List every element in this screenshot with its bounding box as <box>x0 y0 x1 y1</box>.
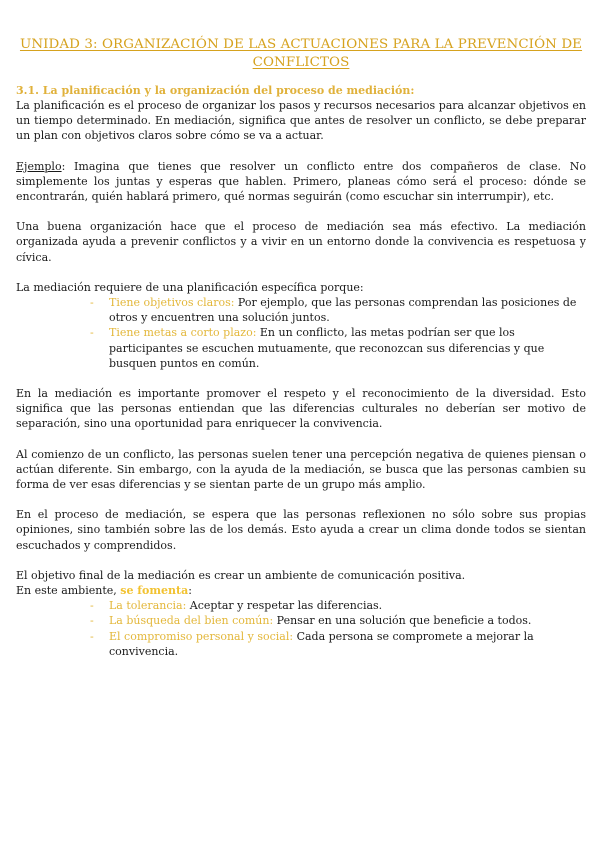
example-paragraph <box>16 159 586 205</box>
dash-bullet: - <box>90 599 94 613</box>
respect-paragraph: En la mediación es importante promover el respeto y el reconocimiento de la diversidad. Esto significa que las personas entiendan que las diferencias culturales no deberían ser motivo de separación, sino una oportunidad para enriquecer la convivencia. <box>16 387 586 431</box>
document-title: UNIDAD 3: ORGANIZACIÓN DE LAS ACTUACIONES PARA LA PREVENCIÓN DE CONFLICTOS <box>19 37 583 70</box>
list-item-label: Tiene objetivos claros: <box>109 296 235 310</box>
dash-bullet: - <box>90 326 94 340</box>
list-item-label: La tolerancia: <box>109 599 187 613</box>
list-item <box>16 295 586 325</box>
list-item-text: Pensar en una solución que beneficie a todos. <box>273 614 532 628</box>
list-item-label: Tiene metas a corto plazo: <box>109 326 257 340</box>
dash-bullet: - <box>90 629 94 643</box>
final-objective-paragraph: El objetivo final de la mediación es crear un ambiente de comunicación positiva. <box>16 568 466 582</box>
environment-line <box>16 583 586 598</box>
reflection-paragraph: En el proceso de mediación, se espera que las personas reflexionen no sólo sobre sus propias opiniones, sino también sobre las de los demás. Esto ayuda a crear un clima donde todos se sientan escuchados y comprendidos. <box>16 508 586 552</box>
list-item-text: Aceptar y respetar las diferencias. <box>186 599 383 613</box>
environment-list <box>16 598 586 659</box>
list-item-label: La búsqueda del bien común: <box>109 614 274 628</box>
list-item <box>16 325 586 371</box>
list-item-text: En un conflicto, las metas podrían ser que los participantes se escuchen mutuamente, que reconozcan sus diferencias y que busquen puntos en común. <box>109 326 545 370</box>
list-item-text: Por ejemplo, que las personas comprendan las posiciones de otros y encuentren una solución juntos. <box>109 296 577 325</box>
environment-suffix: : <box>188 584 192 598</box>
environment-prefix: En este ambiente, <box>16 584 121 598</box>
perception-paragraph: Al comienzo de un conflicto, las personas suelen tener una percepción negativa de quienes piensan o actúan diferente. Sin embargo, con la ayuda de la mediación, se busca que las personas cambien su forma de ver esas diferencias y se sientan parte de un grupo más amplio. <box>16 447 586 492</box>
list-item <box>16 613 586 628</box>
planning-intro: La mediación requiere de una planificación específica porque: <box>16 280 364 294</box>
example-text: : Imagina que tienes que resolver un conflicto entre dos compañeros de clase. No simplemente los juntas y esperas que hablen. Primero, planeas cómo será el proceso: dónde se encontrarán, quién hablará primero, qué normas seguirán (como escuchar sin interrumpir), etc. <box>16 159 586 204</box>
list-item <box>16 598 586 613</box>
intro-paragraph: La planificación es el proceso de organizar los pasos y recursos necesarios para alcanzar objetivos en un tiempo determinado. En mediación, significa que antes de resolver un conflicto, se debe preparar un plan con objetivos claros sobre cómo se va a actuar. <box>16 99 586 143</box>
planning-list <box>16 295 586 371</box>
example-label: Ejemplo <box>16 159 62 173</box>
dash-bullet: - <box>90 614 94 628</box>
list-item <box>16 629 586 659</box>
dash-bullet: - <box>90 296 94 310</box>
organization-paragraph: Una buena organización hace que el proceso de mediación sea más efectivo. La mediación organizada ayuda a prevenir conflictos y a vivir en un entorno donde la convivencia es respetuosa y cívica. <box>16 220 586 264</box>
list-item-text: Cada persona se compromete a mejorar la convivencia. <box>109 629 534 658</box>
section-heading: 3.1. La planificación y la organización del proceso de mediación: <box>16 84 415 97</box>
environment-highlight: se fomenta <box>120 584 189 598</box>
list-item-label: El compromiso personal y social: <box>109 629 294 643</box>
